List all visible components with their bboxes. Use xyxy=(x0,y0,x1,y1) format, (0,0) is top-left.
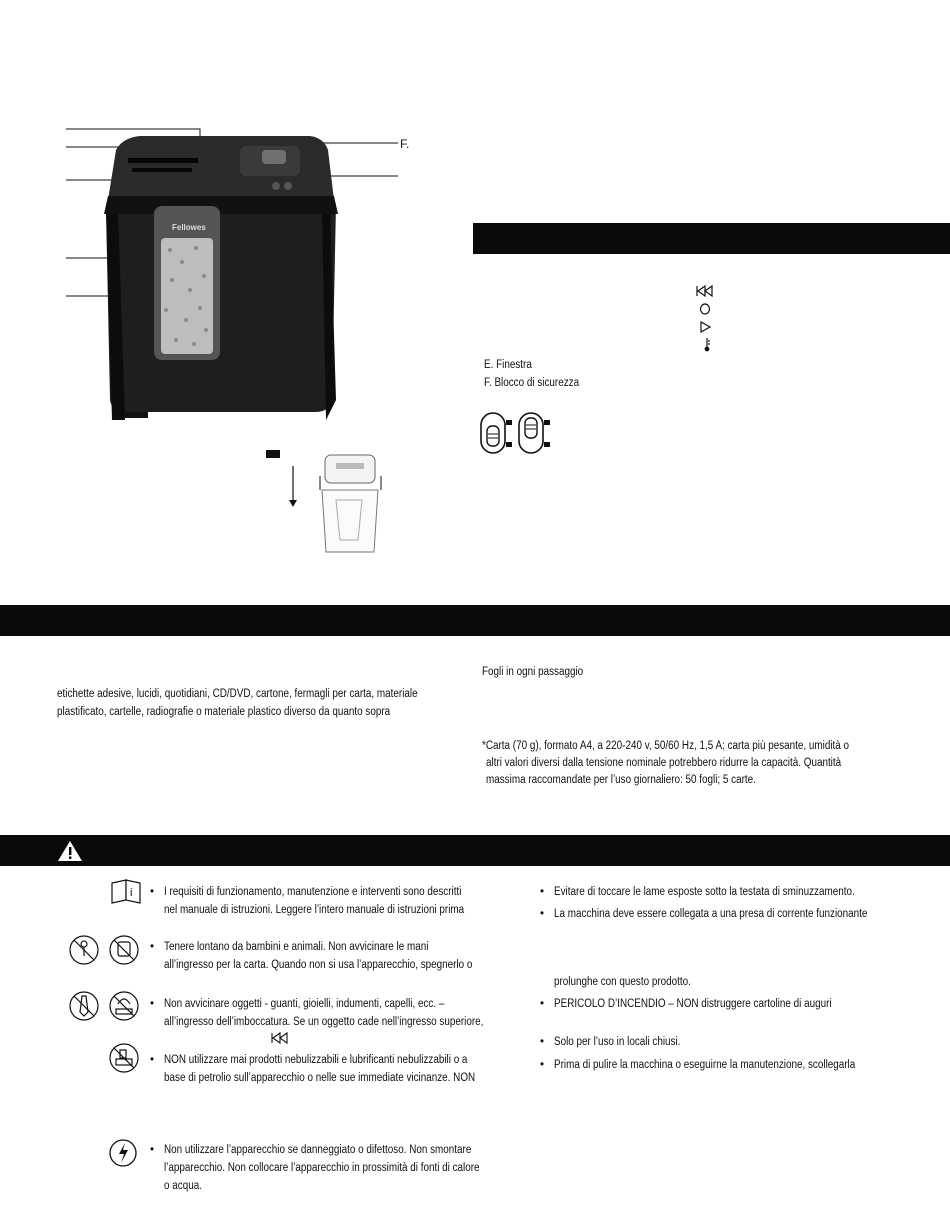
no-hair-icon xyxy=(110,992,138,1020)
reverse-double-triangle-icon xyxy=(270,1032,290,1044)
manual-info-icon xyxy=(112,880,140,903)
mini-bin xyxy=(322,490,378,552)
safety-bullet-5-line3: o acqua. xyxy=(164,1180,202,1192)
safety-icons xyxy=(64,878,150,1088)
safety-bullet-5-line1: Non utilizzare l’apparecchio se danneggiato o difettoso. Non smontare xyxy=(164,1144,472,1156)
safety-right-bullet-5-text: Prima di pulire la macchina o eseguirne la manutenzione, scollegarla xyxy=(554,1059,856,1071)
safety-right-bullet-1-text: Evitare di toccare le lame esposte sotto la testata di sminuzzamento. xyxy=(554,886,855,898)
footnote-line3: massima raccomandate per l’uso giornaliero: 50 fogli; 5 carte. xyxy=(486,774,756,786)
no-aerosol-icon xyxy=(110,1044,138,1072)
safety-bullet-1-line1: I requisiti di funzionamento, manutenzione e interventi sono descritti xyxy=(164,886,462,898)
safety-lock-diagram xyxy=(478,410,558,456)
no-children-icon xyxy=(70,936,98,964)
safety-right-continuation: prolunghe con questo prodotto. xyxy=(554,976,691,988)
safety-bullet-5: • Non utilizzare l’apparecchio se danneggiato o difettoso. Non smontare l’apparecchio. Non collocare l’apparecchio in prossimità di fonti di calore o acqua. xyxy=(150,1142,530,1196)
safety-header-bar xyxy=(0,835,950,866)
capabilities-header-bar xyxy=(0,605,950,636)
safety-right-bullet-4: • Solo per l’uso in locali chiusi. xyxy=(540,1034,940,1052)
safety-bullet-2-line2: all’ingresso per la carta. Quando non si usa l’apparecchio, spegnerlo o xyxy=(164,959,473,971)
triangle-play-icon xyxy=(701,322,710,332)
callout-f-label: F. xyxy=(400,137,410,151)
no-tie-icon xyxy=(70,992,98,1020)
warning-triangle-icon xyxy=(57,840,83,862)
safety-right-bullet-3: • PERICOLO D’INCENDIO – NON distruggere cartoline di auguri xyxy=(540,996,940,1014)
control-icons xyxy=(690,282,714,352)
shred-window xyxy=(161,238,213,354)
arrow-down-icon xyxy=(289,500,297,507)
safety-bullet-4-line1: NON utilizzare mai prodotti nebulizzabili e lubrificanti nebulizzabili o a xyxy=(164,1054,468,1066)
lock-closed-icon xyxy=(506,442,512,447)
safety-lock-switch xyxy=(262,150,286,164)
footnote-line1: *Carta (70 g), formato A4, a 220-240 v, 50/60 Hz, 1,5 A; carta più pesante, umidità o xyxy=(482,740,850,752)
shredder-diagram xyxy=(0,0,470,570)
safety-bullet-2: • Tenere lontano da bambini e animali. Non avvicinare le mani all’ingresso per la carta. Quando non si usa l’apparecchio, spegnerlo o xyxy=(150,939,530,975)
capabilities-left-line1: etichette adesive, lucidi, quotidiani, CD/DVD, cartone, fermagli per carta, materiale xyxy=(57,688,418,700)
circle-off-icon xyxy=(701,304,710,314)
safety-bullet-3-line1: Non avvicinare oggetti - guanti, gioielli, indumenti, capelli, ecc. – xyxy=(164,998,445,1010)
controls-header-bar xyxy=(473,223,950,254)
lock-open-icon xyxy=(506,420,512,425)
safety-right-bullet-5: • Prima di pulire la macchina o eseguirne la manutenzione, scollegarla xyxy=(540,1057,940,1075)
safety-right-bullet-4-text: Solo per l’uso in locali chiusi. xyxy=(554,1036,681,1048)
safety-bullet-4: • NON utilizzare mai prodotti nebulizzabili e lubrificanti nebulizzabili o a base di petrolio sull’apparecchio o nelle sue immediate vicinanze. NON xyxy=(150,1052,530,1088)
legend-item-e: E. Finestra xyxy=(484,359,532,371)
svg-text:i: i xyxy=(130,887,133,899)
safety-right-bullet-1: • Evitare di toccare le lame esposte sotto la testata di sminuzzamento. xyxy=(540,884,940,902)
safety-bullet-1-line2: nel manuale di istruzioni. Leggere l’intero manuale di istruzioni prima xyxy=(164,904,465,916)
safety-right-bullet-2: • La macchina deve essere collegata a una presa di corrente funzionante xyxy=(540,906,940,924)
sheets-per-pass-label: Fogli in ogni passaggio xyxy=(482,666,584,678)
safety-bullet-5-line2: l’apparecchio. Non collocare l’apparecchio in prossimità di fonti di calore xyxy=(164,1162,480,1174)
safety-bullet-2-line1: Tenere lontano da bambini e animali. Non avvicinare le mani xyxy=(164,941,429,953)
footnote-line2: altri valori diversi dalla tensione nominale potrebbero ridurre la capacità. Quantità xyxy=(486,757,842,769)
safety-right-bullet-3-text: PERICOLO D’INCENDIO – NON distruggere cartoline di auguri xyxy=(554,998,832,1010)
capabilities-left-line2: plastificato, cartelle, radiografie o materiale plastico diverso da quanto sopra xyxy=(57,706,391,718)
safety-bullet-4-line2: base di petrolio sull’apparecchio o nelle sue immediate vicinanze. NON xyxy=(164,1072,476,1084)
safety-bullet-3: • Non avvicinare oggetti - guanti, gioielli, indumenti, capelli, ecc. – all’ingresso dell’imboccatura. Se un oggetto cade nell’ingresso superiore, xyxy=(150,996,530,1032)
electric-shock-icon xyxy=(108,1138,138,1168)
legend-item-f: F. Blocco di sicurezza xyxy=(484,377,580,389)
safety-bullet-1: • I requisiti di funzionamento, manutenzione e interventi sono descritti nel manuale di istruzioni. Leggere l’intero manuale di istruzioni prima xyxy=(150,884,530,920)
safety-right-bullet-2-text: La macchina deve essere collegata a una presa di corrente funzionante xyxy=(554,908,868,920)
brand-logo: Fellowes xyxy=(172,223,206,232)
safety-bullet-3-line2: all’ingresso dell’imboccatura. Se un oggetto cade nell’ingresso superiore, xyxy=(164,1016,484,1028)
no-hands-icon xyxy=(110,936,138,964)
